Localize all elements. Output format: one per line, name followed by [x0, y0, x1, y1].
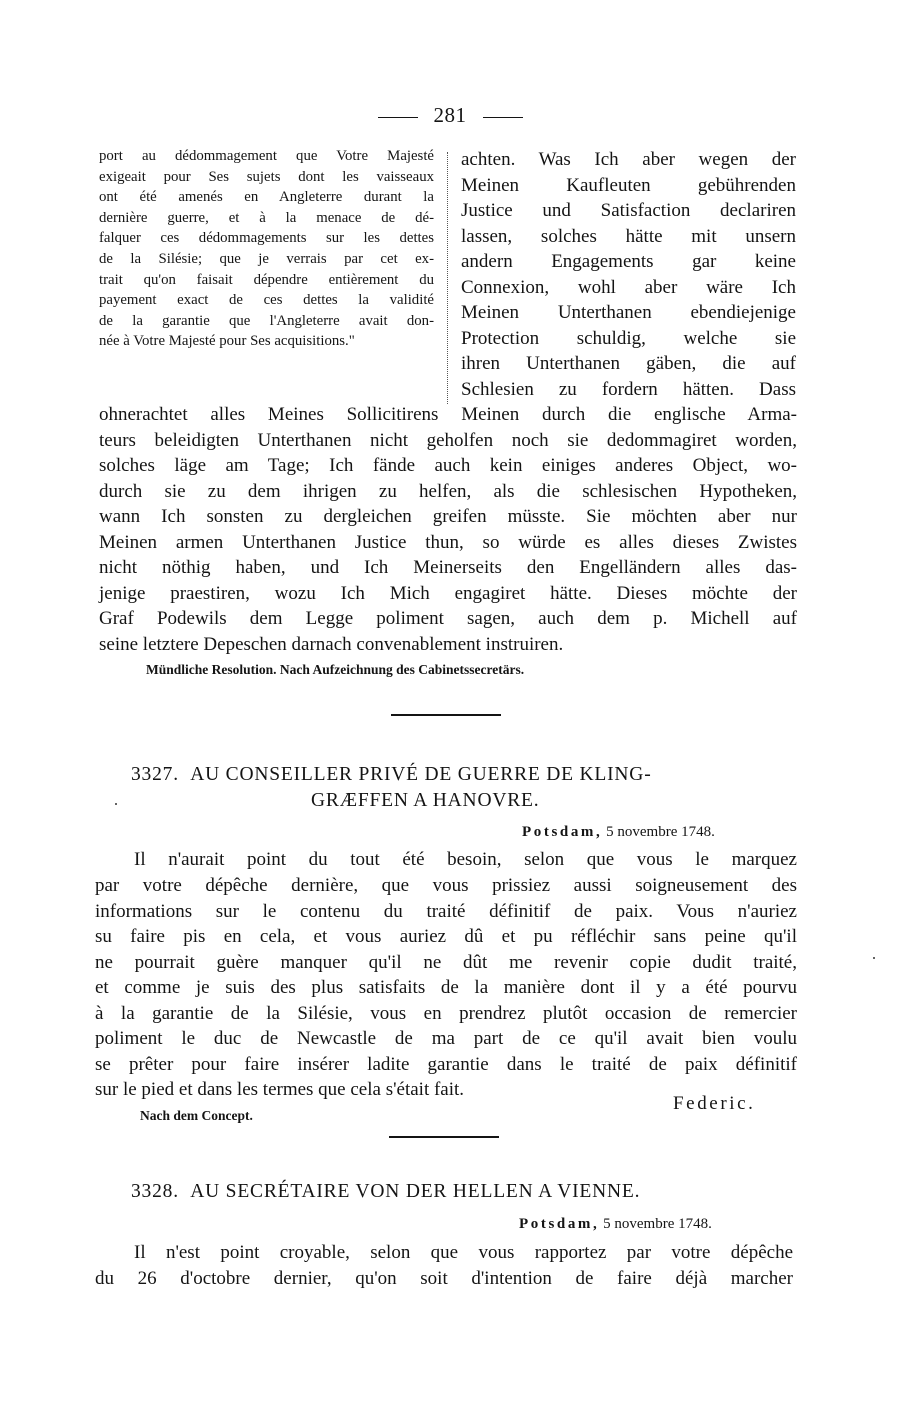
source-note: Mündliche Resolution. Nach Aufzeichnung des Cabinetssecretärs.: [146, 662, 525, 677]
left-column-line: ont été amenés en Angleterre durant la: [99, 189, 434, 206]
letter-number: 3327.: [131, 764, 179, 785]
page-number: 281: [0, 102, 900, 128]
dateline-place: Potsdam,: [522, 824, 603, 840]
body-line: Il n'est point croyable, selon que vous rapportez par votre dépêche: [134, 1242, 793, 1263]
dateline-place: Potsdam,: [519, 1216, 600, 1232]
body-line: seine letztere Depeschen darnach convenablement instruiren.: [99, 633, 564, 655]
body-line: ne pourrait guère manquer qu'il ne dût me revenir copie dudit traité,: [95, 951, 797, 973]
body-line: se prêter pour faire insérer ladite garantie dans le traité de paix définitif: [95, 1053, 797, 1075]
letter-heading-line2: GRÆFFEN A HANOVRE.: [311, 790, 540, 811]
body-line: par votre dépêche dernière, que vous prissiez aussi soigneusement des: [95, 875, 797, 896]
ink-speck: [873, 957, 875, 959]
body-line: durch sie zu dem ihrigen zu helfen, als die schlesischen Hypotheken,: [99, 480, 797, 502]
left-column-line: exigeait pour Ses sujets dont les vaisseaux: [99, 168, 434, 185]
right-column-line: Schlesien zu fordern hätten. Dass: [461, 378, 796, 400]
signature: Federic.: [673, 1093, 756, 1114]
right-column-line: Justice und Satisfaction declariren: [461, 200, 796, 221]
body-line: poliment le duc de Newcastle de ma part de ce qu'il avait bien voulu: [95, 1028, 797, 1049]
letter-number: 3328.: [131, 1181, 179, 1202]
dateline: [522, 824, 715, 841]
dateline: [519, 1216, 712, 1233]
body-line: su faire pis en cela, et vous auriez dû et pu réfléchir sans peine qu'il: [95, 926, 797, 947]
left-column-line: de la Silésie; que je verrais par cet ex-: [99, 251, 434, 267]
body-line: Il n'aurait point du tout été besoin, selon que vous le marquez: [134, 849, 797, 870]
body-line: et comme je suis des plus satisfaits de la manière dont il y a été pourvu: [95, 977, 797, 998]
right-column-line: Meinen Kaufleuten gebührenden: [461, 174, 796, 196]
body-line: sur le pied et dans les termes que cela s'était fait.: [95, 1079, 465, 1100]
letter-heading: [131, 1181, 640, 1203]
right-column-line: andern Engagements gar keine: [461, 251, 796, 272]
section-divider: [389, 1136, 499, 1138]
left-column-line: port au dédommagement que Votre Majesté: [99, 148, 434, 164]
body-line: Graf Podewils dem Legge poliment sagen, auch dem p. Michell auf: [99, 608, 797, 629]
body-line: Meinen armen Unterthanen Justice thun, so würde es alles dieses Zwistes: [99, 531, 797, 553]
column-divider: [447, 152, 448, 404]
body-line: nicht nöthig haben, und Ich Meinerseits den Engelländern alles das-: [99, 557, 797, 578]
source-note: Nach dem Concept.: [140, 1108, 253, 1123]
body-line: teurs beleidigten Unterthanen nicht geholfen noch sie dedommagiret worden,: [99, 429, 797, 451]
right-column-line: Meinen Unterthanen ebendiejenige: [461, 302, 796, 323]
dateline-date: 5 novembre 1748.: [603, 1216, 712, 1232]
letter-heading-line1: AU CONSEILLER PRIVÉ DE GUERRE DE KLING-: [190, 764, 652, 785]
left-column-line: de la garantie que l'Angleterre avait don-: [99, 312, 434, 329]
right-column-line: achten. Was Ich aber wegen der: [461, 149, 796, 170]
left-column-line: trait qu'on faisait dépendre entièrement du: [99, 271, 434, 288]
dateline-date: 5 novembre 1748.: [606, 824, 715, 840]
left-column-line: dernière guerre, et à la menace de dé-: [99, 209, 434, 226]
left-column-line: née à Votre Majesté pour Ses acquisitions.": [99, 333, 355, 350]
right-column-line: Protection schuldig, welche sie: [461, 327, 796, 349]
right-column-line: lassen, solches hätte mit unsern: [461, 225, 796, 247]
letter-heading-text: AU SECRÉTAIRE VON DER HELLEN A VIENNE.: [190, 1181, 641, 1202]
left-column-line: falquer ces dédommagements sur les dettes: [99, 230, 434, 247]
body-line: informations sur le contenu du traité définitif de paix. Vous n'auriez: [95, 900, 797, 922]
left-column-line: payement exact de ces dettes la validité: [99, 292, 434, 309]
section-divider: [391, 714, 501, 716]
body-line: jenige praestiren, wozu Ich Mich engagiret hätte. Dieses möchte der: [99, 582, 797, 604]
body-line: ohnerachtet alles Meines Sollicitirens Meinen durch die englische Arma-: [99, 404, 797, 425]
body-line: à la garantie de la Silésie, vous en prendrez plutôt occasion de remercier: [95, 1002, 797, 1024]
body-line: wann Ich sonsten zu dergleichen greifen müsste. Sie möchten aber nur: [99, 506, 797, 527]
letter-heading: [131, 764, 651, 786]
ink-speck: [115, 803, 117, 805]
right-column-line: Connexion, wohl aber wäre Ich: [461, 276, 796, 298]
right-column-line: ihren Unterthanen gäben, die auf: [461, 353, 796, 374]
body-line: solches läge am Tage; Ich fände auch kein einiges anderes Object, wo-: [99, 455, 797, 476]
body-line: du 26 d'octobre dernier, qu'on soit d'intention de faire déjà marcher: [95, 1268, 793, 1289]
